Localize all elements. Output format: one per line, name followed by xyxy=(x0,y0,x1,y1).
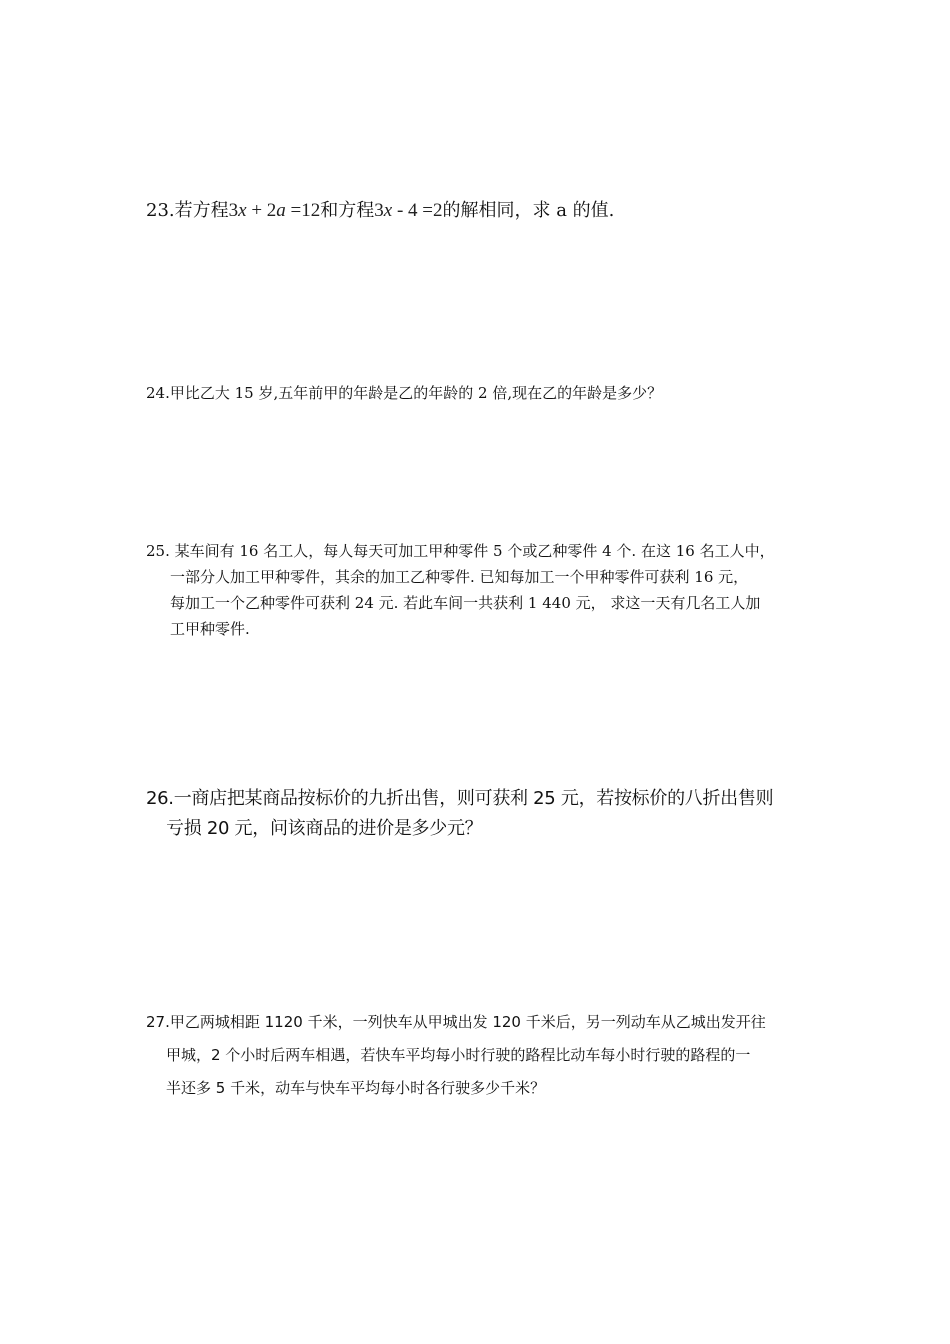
problem-25-line-4: 工甲种零件. xyxy=(170,620,250,638)
eq1-coef: 3 xyxy=(228,200,239,221)
equation-1 xyxy=(229,200,321,221)
problem-25-line-3: 每加工一个乙种零件可获利 24 元. 若此车间一共获利 1 440 元， 求这一天有几名工人加 xyxy=(170,594,761,612)
eq1-var-x: x xyxy=(238,200,247,221)
problem-27-line-1: 27.甲乙两城相距 1120 千米，一列快车从甲城出发 120 千米后，另一列动车从乙城出发开往 xyxy=(146,1013,766,1031)
problem-23-text-c: 的解相同，求 a 的值. xyxy=(442,200,615,221)
problem-24-text: 24.甲比乙大 15 岁,五年前甲的年龄是乙的年龄的 2 倍,现在乙的年龄是多少？ xyxy=(146,384,663,402)
problem-26 xyxy=(146,784,814,844)
problem-23-text-a: 23.若方程 xyxy=(146,200,229,221)
equation-2 xyxy=(374,200,442,221)
eq2-coef: 3 xyxy=(374,200,384,221)
problem-23-text-b: 和方程 xyxy=(320,200,375,221)
eq1-plus: + 2 xyxy=(246,200,277,221)
problem-25-line-2: 一部分人加工甲种零件，其余的加工乙种零件. 已知每加工一个甲种零件可获利 16 元， xyxy=(170,568,749,586)
problem-23 xyxy=(146,197,814,225)
problem-27-line-3: 半还多 5 千米，动车与快车平均每小时各行驶多少千米？ xyxy=(166,1079,546,1097)
problem-25 xyxy=(146,538,814,642)
eq2-var-x: x xyxy=(383,200,393,221)
eq1-rhs: =12 xyxy=(285,200,321,221)
problem-26-line-1: 26.一商店把某商品按标价的九折出售，则可获利 25 元，若按标价的八折出售则 xyxy=(146,788,774,809)
problem-27 xyxy=(146,1006,814,1105)
problem-26-line-2: 亏损 20 元，问该商品的进价是多少元？ xyxy=(166,818,483,839)
eq1-var-a: a xyxy=(276,200,286,221)
problem-25-line-1: 25. 某车间有 16 名工人，每人每天可加工甲种零件 5 个或乙种零件 4 个. 在这 16 名工人中， xyxy=(146,542,775,560)
eq2-rhs: - 4 =2 xyxy=(392,200,443,221)
problem-24 xyxy=(146,381,814,405)
problem-27-line-2: 甲城，2 个小时后两车相遇，若快车平均每小时行驶的路程比动车每小时行驶的路程的一 xyxy=(166,1046,751,1064)
